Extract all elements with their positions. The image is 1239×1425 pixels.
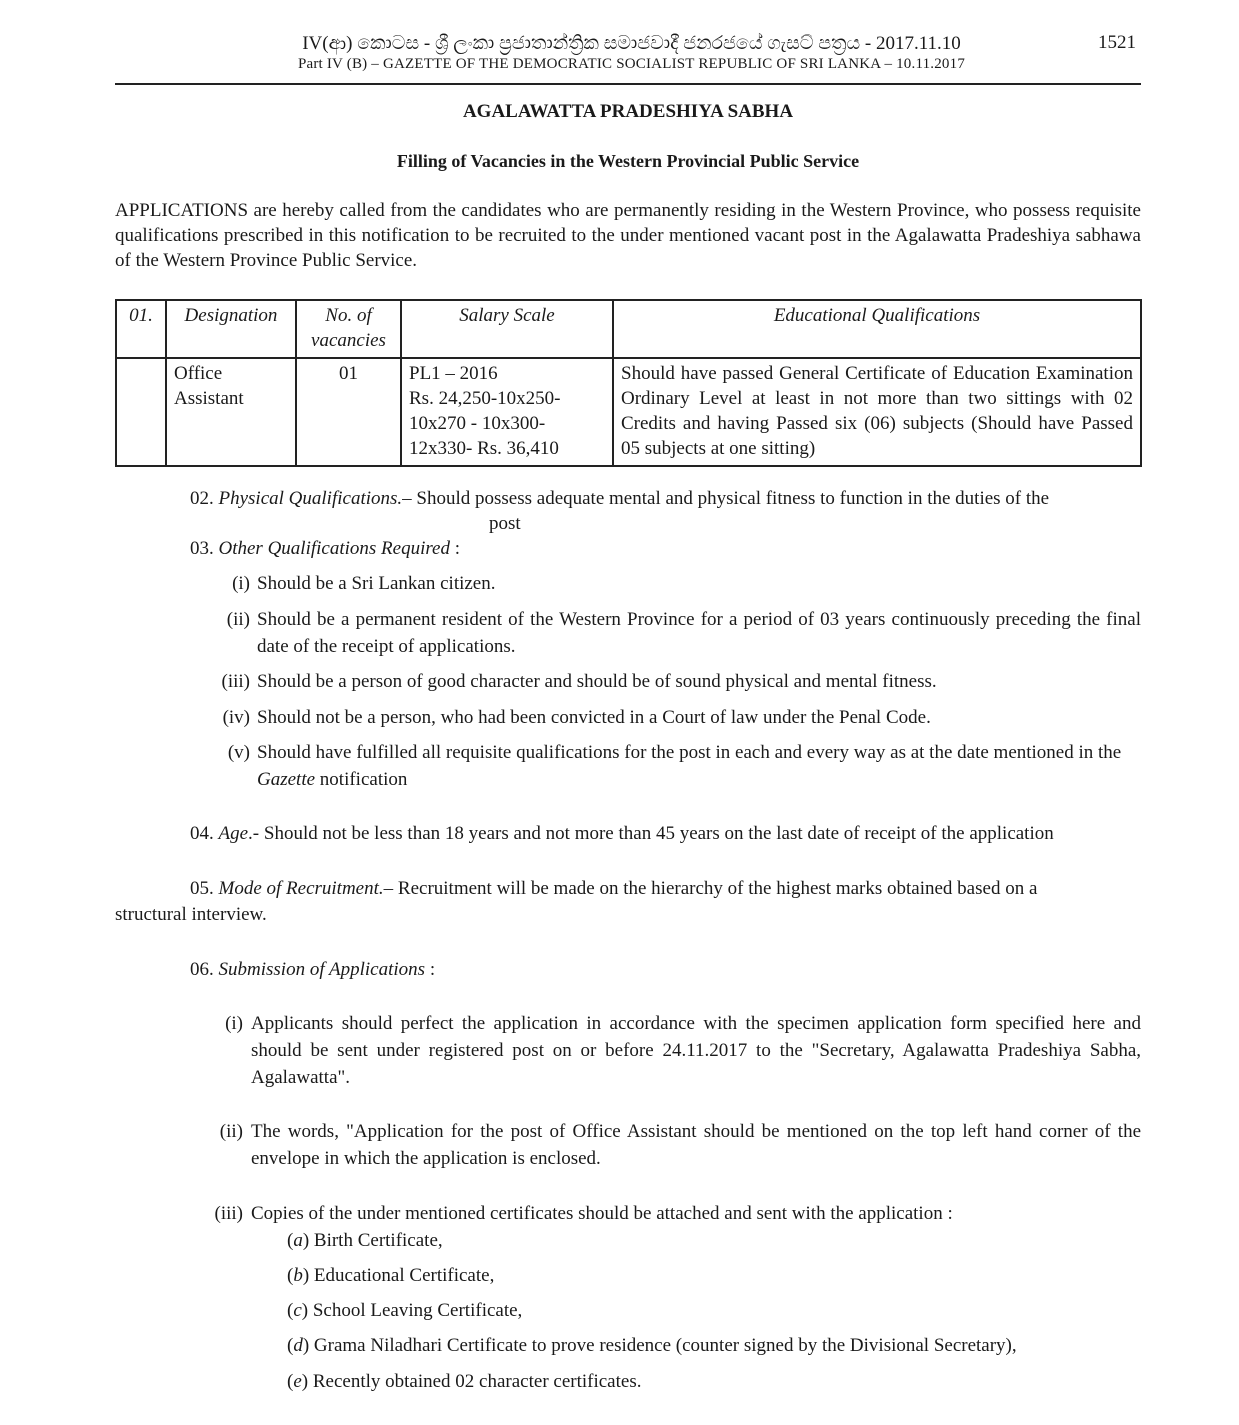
salary-line: 10x270 - 10x300- xyxy=(409,413,546,434)
intro-paragraph: APPLICATIONS are hereby called from the candidates who are permanently residing in the Western Province, who possess requisite qualifications prescribed in this notification to be recruited to the under mentioned vacant post in the Agalawatta Pradeshiya sabhawa of the Western Province Public Service. xyxy=(115,200,1141,271)
header-number: 01. xyxy=(116,300,166,358)
certificate-text: Recently obtained 02 character certificates. xyxy=(312,1371,642,1392)
section-05-text: – Recruitment will be made on the hierarchy of the highest marks obtained based on a xyxy=(383,878,1038,899)
section-06 xyxy=(190,956,1090,983)
item-03-iii-text: Should be a person of good character and should be of sound physical and mental fitness. xyxy=(257,671,937,692)
cell-designation: Office Assistant xyxy=(166,358,296,466)
section-05 xyxy=(190,875,1145,902)
cell-qualifications: Should have passed General Certificate of Education Examination Ordinary Level at least in not more than two sittings with 02 Credits and having Passed six (06) subjects (Should have Passed 05 subjects at one sitting) xyxy=(613,358,1141,466)
section-03 xyxy=(190,535,1090,562)
section-04-number: 04. xyxy=(190,823,214,844)
section-06-colon: : xyxy=(425,959,436,980)
section-03-number: 03. xyxy=(190,538,214,559)
header-sinhala-line: IV(ආ) කොටස - ශ්‍රී ලංකා ප්‍රජාතාන්ත්‍රික සමාජවාදී ජනරජයේ ගැසට් පත්‍රය - 2017.11.10 xyxy=(302,33,961,54)
section-02-label: Physical Qualifications. xyxy=(218,488,403,509)
section-05-label: Mode of Recruitment. xyxy=(218,878,384,899)
section-04-label: Age xyxy=(218,823,249,844)
page-number: 1521 xyxy=(1098,32,1136,53)
certificate-text: Educational Certificate, xyxy=(313,1265,495,1286)
section-04-text: .- Should not be less than 18 years and not more than 45 years on the last date of receipt of the application xyxy=(248,823,1054,844)
salary-line: Rs. 24,250-10x250- xyxy=(409,388,561,409)
item-03-v-text-b: notification xyxy=(315,769,408,790)
certificate-letter: d xyxy=(293,1335,303,1356)
notice-title: AGALAWATTA PRADESHIYA SABHA xyxy=(462,101,794,122)
item-03-v-gazette: Gazette xyxy=(257,769,316,790)
item-03-v-text xyxy=(257,739,1141,793)
item-06-i-text: Applicants should perfect the application in accordance with the specimen application form specified here and should be sent under registered post on or before 24.11.2017 to the "Secretary, Agalawatta Pradeshiya Sabha, Agalawatta". xyxy=(251,1013,1141,1088)
certificate-text: Birth Certificate, xyxy=(313,1230,443,1251)
cell-vacancies: 01 xyxy=(296,358,401,466)
item-03-i-text: Should be a Sri Lankan citizen. xyxy=(257,573,496,594)
header-salary-scale: Salary Scale xyxy=(401,300,613,358)
header-english-line: Part IV (B) – GAZETTE OF THE DEMOCRATIC SOCIALIST REPUBLIC OF SRI LANKA – 10.11.2017 xyxy=(297,56,966,72)
item-03-iv-number: (iv) xyxy=(222,707,250,728)
section-03-colon: : xyxy=(450,538,461,559)
item-03-i-number: (i) xyxy=(232,573,250,594)
item-03-iv-text: Should not be a person, who had been convicted in a Court of law under the Penal Code. xyxy=(257,707,931,728)
section-02-continuation: post xyxy=(489,513,521,534)
item-06-ii-number: (ii) xyxy=(219,1121,243,1142)
item-03-iii-number: (iii) xyxy=(221,671,250,692)
item-03-ii-text: Should be a permanent resident of the Western Province for a period of 03 years continuously preceding the final date of the receipt of applications. xyxy=(257,609,1141,657)
cell-number xyxy=(116,358,166,466)
certificate-item: (c) School Leaving Certificate, xyxy=(287,1300,523,1321)
certificate-letter: c xyxy=(293,1300,302,1321)
certificate-letter: a xyxy=(293,1230,303,1251)
salary-line: 12x330- Rs. 36,410 xyxy=(409,438,559,459)
table-row xyxy=(116,358,1141,466)
item-06-iii-number: (iii) xyxy=(214,1203,243,1224)
certificate-letter: e xyxy=(293,1371,302,1392)
header-qualifications: Educational Qualifications xyxy=(613,300,1141,358)
section-06-number: 06. xyxy=(190,959,214,980)
section-05-number: 05. xyxy=(190,878,214,899)
section-03-label: Other Qualifications Required xyxy=(218,538,450,559)
item-03-v-text-a: Should have fulfilled all requisite qualifications for the post in each and every way as at the date mentioned in the xyxy=(257,742,1122,763)
section-04 xyxy=(190,820,1145,847)
item-06-iii-text: Copies of the under mentioned certificates should be attached and sent with the application : xyxy=(251,1203,953,1224)
header-rule xyxy=(115,83,1141,85)
salary-line: PL1 – 2016 xyxy=(409,363,498,384)
item-06-ii-text: The words, "Application for the post of Office Assistant should be mentioned on the top left hand corner of the envelope in which the application is enclosed. xyxy=(251,1121,1141,1169)
item-03-ii-number: (ii) xyxy=(226,609,250,630)
cell-salary-scale xyxy=(401,358,613,466)
item-03-v-number: (v) xyxy=(227,742,250,763)
notice-subtitle: Filling of Vacancies in the Western Provincial Public Service xyxy=(396,151,860,171)
certificate-letter: b xyxy=(293,1265,303,1286)
table-header-row xyxy=(116,300,1141,358)
certificate-text: Grama Niladhari Certificate to prove residence (counter signed by the Divisional Secretary), xyxy=(313,1335,1017,1356)
item-06-i-number: (i) xyxy=(225,1013,243,1034)
certificate-text: School Leaving Certificate, xyxy=(312,1300,523,1321)
section-02 xyxy=(190,485,1145,512)
header-designation: Designation xyxy=(166,300,296,358)
certificate-item: (a) Birth Certificate, xyxy=(287,1230,443,1251)
certificate-item: (e) Recently obtained 02 character certificates. xyxy=(287,1371,642,1392)
section-06-label: Submission of Applications xyxy=(218,959,426,980)
vacancy-table xyxy=(115,299,1142,467)
certificate-item: (d) Grama Niladhari Certificate to prove residence (counter signed by the Divisional Secretary), xyxy=(287,1335,1017,1356)
section-02-number: 02. xyxy=(190,488,214,509)
header-vacancies: No. of vacancies xyxy=(296,300,401,358)
section-02-text: – Should possess adequate mental and physical fitness to function in the duties of the xyxy=(402,488,1050,509)
certificate-item: (b) Educational Certificate, xyxy=(287,1265,495,1286)
section-05-continuation: structural interview. xyxy=(115,904,267,925)
